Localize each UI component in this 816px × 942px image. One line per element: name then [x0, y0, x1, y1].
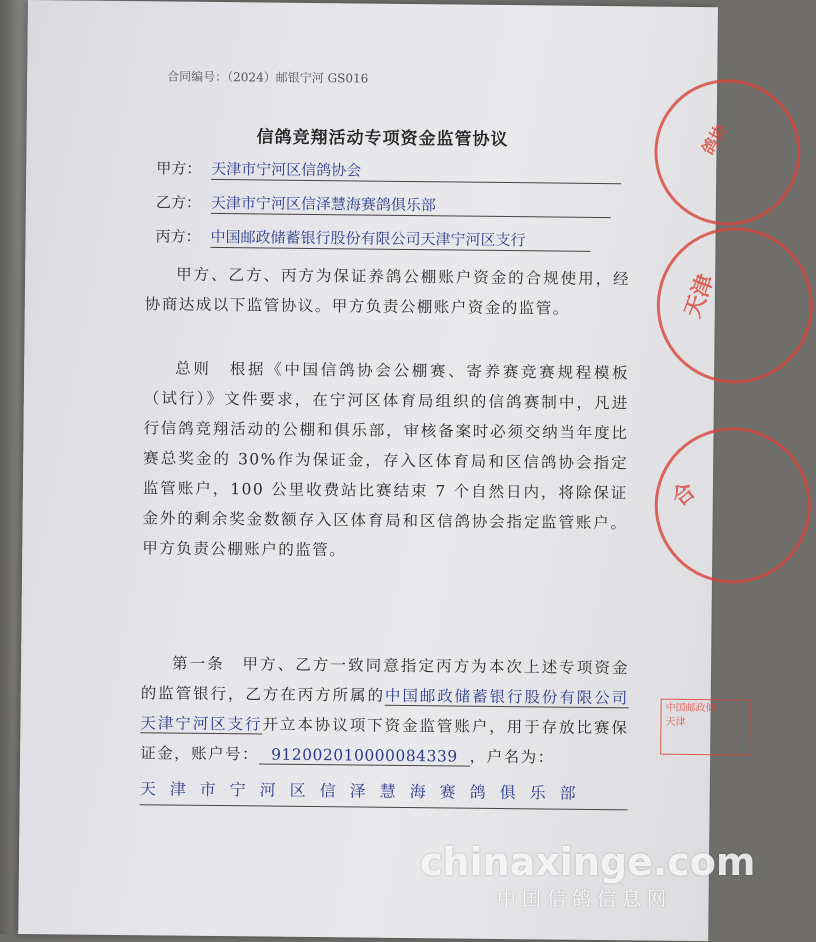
document-page [18, 0, 731, 941]
side-box-line: 天津 [665, 716, 686, 728]
party-c-label: 丙方： [155, 227, 201, 246]
party-b-label: 乙方： [155, 193, 201, 212]
stamp-text: 鸽协 [698, 120, 731, 158]
party-a-label: 甲方： [156, 159, 202, 178]
article-one-text-c: ，户名为： [469, 747, 555, 767]
contract-number: 合同编号：（2024）邮银宁河 GS016 [167, 69, 369, 86]
site-watermark-chinese: 中国信鸽信息网 [497, 888, 673, 910]
party-a-row [156, 157, 621, 184]
account-name-fill: 天津市宁河区信泽慧海赛鸽俱乐部 [140, 774, 628, 810]
site-watermark-latin: chinaxinge.com [420, 840, 756, 884]
red-seal-stamp [656, 227, 814, 385]
red-seal-stamp [654, 427, 812, 585]
article-one-text-a: 第一条 甲方、乙方一致同意指定丙方为本次上述专项资金的监管银行，乙方在丙方所属的 [140, 654, 630, 705]
party-c-value: 中国邮政储蓄银行股份有限公司天津宁河区支行 [210, 226, 590, 252]
red-bank-stamp-box [660, 699, 751, 756]
intro-paragraph: 甲方、乙方、丙方为保证养鸽公棚账户资金的合规使用，经协商达成以下监管协议。甲方负责公棚账户资金的监管。 [144, 265, 631, 318]
article-one-text-b: 开立本协议项下资金监管账户，用于存放比赛保证金，账户号： [140, 715, 629, 764]
red-seal-stamp [654, 79, 802, 227]
party-b-row [156, 191, 611, 218]
document-title: 信鸽竞翔活动专项资金监管协议 [256, 127, 509, 151]
bank-name-fill: 中国邮政储蓄银行股份有限公司天津宁河区支行 [140, 686, 629, 734]
account-number-fill: 912002010000084339 [259, 745, 470, 766]
stamp-text: 合 [667, 477, 701, 512]
general-provisions-paragraph: 总则 根据《中国信鸽协会公棚赛、寄养赛竞赛规程模板（试行）》文件要求，在宁河区体育局组织的信鸽赛制中，凡进行信鸽竞翔活动的公棚和俱乐部，审核备案时必须交纳当年度比赛总奖金的 30%作为保证金，存入区体育局和区信鸽协会指定监管账户，100 公里收费站比赛结束 7 个自然日内，将除保证金外的剩余奖金数额存入区体育局和区信鸽协会指定监管账户。甲方负责公棚账户的监管。 [142, 359, 630, 560]
party-b-value: 天津市宁河区信泽慧海赛鸽俱乐部 [211, 192, 611, 218]
article-one-paragraph [140, 648, 630, 810]
side-box-line: 中国邮政储 [665, 702, 716, 715]
party-c-row [155, 225, 590, 252]
stamp-text: 天津 [679, 270, 720, 322]
party-a-value: 天津市宁河区信鸽协会 [211, 158, 621, 184]
